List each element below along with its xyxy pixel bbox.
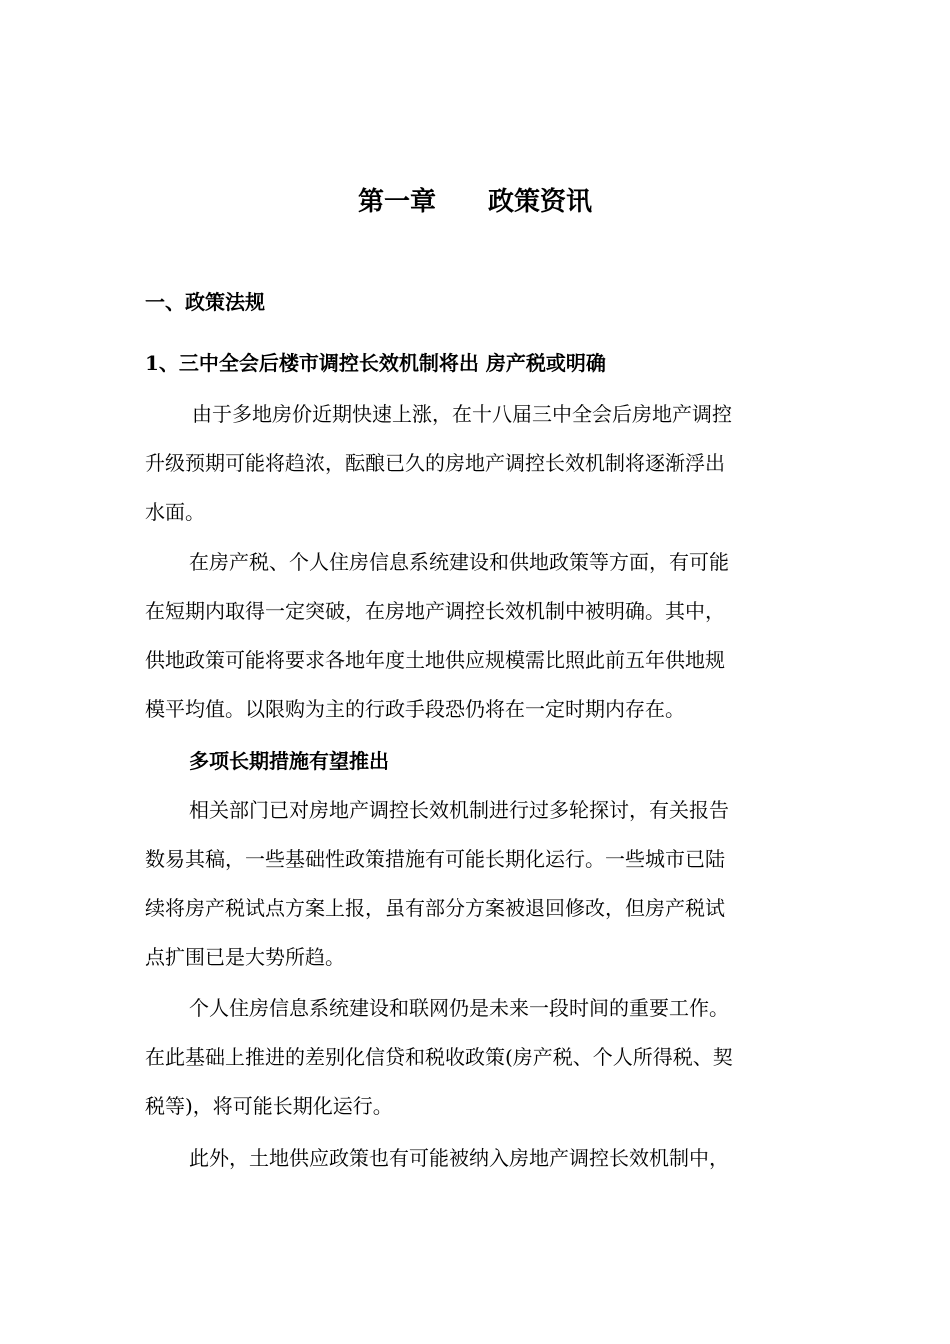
paragraph-line: 点扩围已是大势所趋。 (145, 945, 345, 969)
paragraph-4 (145, 984, 807, 1131)
paragraph-line: 模平均值。以限购为主的行政手段恐仍将在一定时期内存在。 (145, 697, 685, 721)
chapter-title: 第一章 政策资讯 (357, 187, 592, 217)
paragraph-2 (145, 538, 807, 734)
paragraph-line: 个人住房信息系统建设和联网仍是未来一段时间的重要工作。 (189, 996, 729, 1020)
paragraph-line: 在短期内取得一定突破，在房地产调控长效机制中被明确。其中， (145, 599, 725, 623)
paragraph-line: 数易其稿，一些基础性政策措施有可能长期化运行。一些城市已陆 (145, 847, 725, 871)
paragraph-line: 由于多地房价近期快速上涨，在十八届三中全会后房地产调控 (192, 402, 732, 426)
article-heading: 1、三中全会后楼市调控长效机制将出 房产税或明确 (145, 351, 606, 375)
paragraph-3 (145, 786, 807, 982)
paragraph-line: 在此基础上推进的差别化信贷和税收政策(房产税、个人所得税、契 (145, 1045, 733, 1069)
paragraph-5 (145, 1134, 807, 1183)
paragraph-line: 此外，土地供应政策也有可能被纳入房地产调控长效机制中， (189, 1146, 729, 1170)
paragraph-line: 相关部门已对房地产调控长效机制进行过多轮探讨，有关报告 (189, 798, 729, 822)
paragraph-1 (145, 390, 807, 537)
paragraph-line: 升级预期可能将趋浓，酝酿已久的房地产调控长效机制将逐渐浮出 (145, 451, 725, 475)
section-heading: 一、政策法规 (145, 290, 265, 314)
paragraph-line: 续将房产税试点方案上报，虽有部分方案被退回修改，但房产税试 (145, 896, 725, 920)
sub-heading: 多项长期措施有望推出 (189, 749, 389, 773)
paragraph-line: 税等)，将可能长期化运行。 (145, 1094, 393, 1118)
paragraph-line: 供地政策可能将要求各地年度土地供应规模需比照此前五年供地规 (145, 648, 725, 672)
paragraph-line: 在房产税、个人住房信息系统建设和供地政策等方面，有可能 (189, 550, 729, 574)
paragraph-line: 水面。 (145, 500, 205, 524)
